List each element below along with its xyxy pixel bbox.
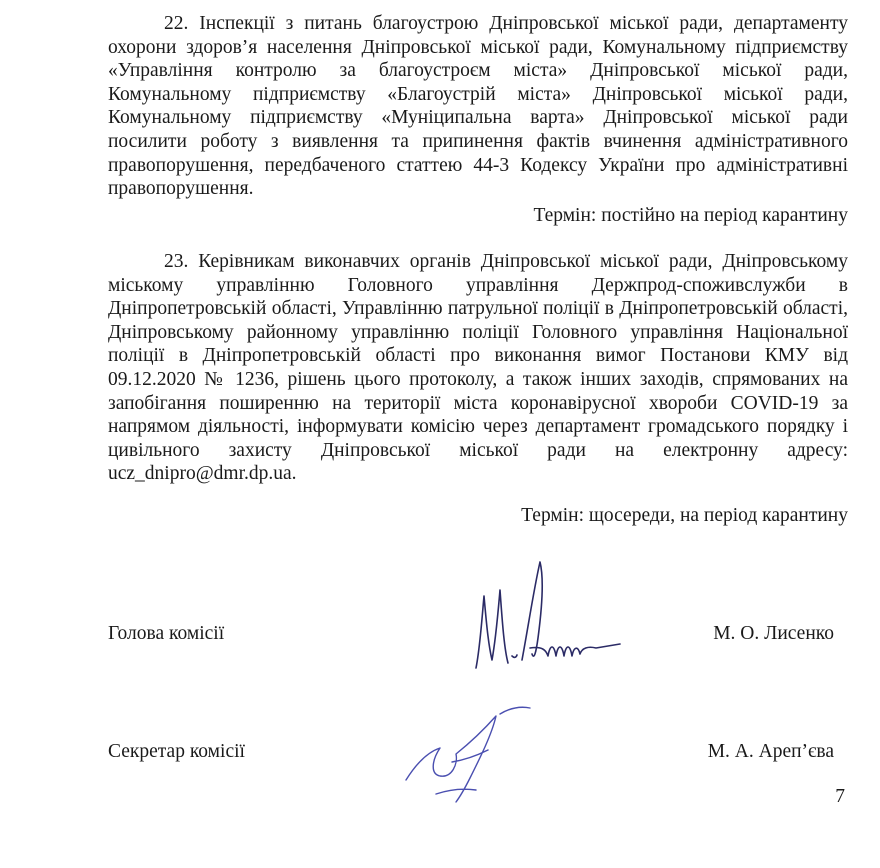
deadline-23: Термін: щосереди, на період карантину [521, 505, 848, 526]
deadline-22: Термін: постійно на період карантину [533, 205, 848, 226]
page-number: 7 [835, 786, 845, 807]
secretary-name: М. А. Ареп’єва [707, 741, 834, 762]
paragraph-22: 22. Інспекції з питань благоустрою Дніпровської міської ради, департаменту охорони здоров’я населення Дніпровської міської ради, Комунальному підприємству «Управління контролю за благоустроєм міста» Дніпровської міської ради, Комунальному підприємству «Благоустрій міста» Дніпровської міської ради, Комунальному підприємству «Муніципальна варта» Дніпровської міської ради посилити роботу з виявлення та припинення фактів вчинення адміністративного правопорушення, передбаченого статтею 44-3 Кодексу України про адміністративні правопорушення. [108, 13, 848, 200]
paragraph-23: 23. Керівникам виконавчих органів Дніпровської міської ради, Дніпровському міському управлінню Головного управління Держпрод-споживслужби в Дніпропетровській області, Управлінню патрульної поліції в Дніпропетровській області, Дніпровському районному управлінню поліції Головного управління Національної поліції в Дніпропетровській області про виконання вимог Постанови КМУ від 09.12.2020 № 1236, рішень цього протоколу, а також інших заходів, спрямованих на запобігання поширенню на території міста коронавірусної хвороби COVID-19 за напрямом діяльності, інформувати комісію через департамент громадського порядку і цивільного захисту Дніпровської міської ради на електронну адресу: ucz_dnipro@dmr.dp.ua. [108, 251, 848, 485]
chair-signature [462, 548, 634, 680]
chair-name: М. О. Лисенко [713, 623, 834, 644]
chair-role-label: Голова комісії [108, 623, 225, 644]
secretary-signature [396, 694, 536, 810]
secretary-role-label: Секретар комісії [108, 741, 245, 762]
